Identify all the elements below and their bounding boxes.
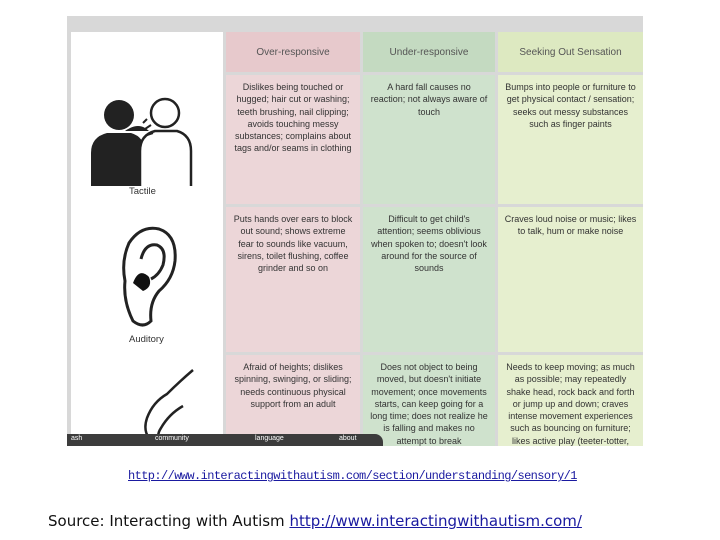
cell-tactile-under: A hard fall causes no reaction; not always aware of touch (363, 75, 495, 204)
source-url-link[interactable]: http://www.interactingwithautism.com/ (289, 512, 582, 530)
header-over-responsive: Over-responsive (226, 32, 360, 72)
row-label-auditory: Auditory (129, 334, 164, 345)
cell-auditory-over: Puts hands over ears to block out sound; shows extreme fear to sounds like vacuum, sirens, toilet flushing, coffee grinder and so on (226, 207, 360, 352)
cell-movement-seeking: Needs to keep moving; as much as possible; may repeatedly shake head, rock back and forth or jump up and down; craves intense movement experiences such as bouncing on furniture; likes active play (teeter-totter, (498, 355, 643, 446)
sensory-table-image (67, 16, 643, 446)
arm-movement-icon (139, 368, 199, 438)
header-seeking-sensation: Seeking Out Sensation (498, 32, 643, 72)
bottom-bar-item-2: language (255, 435, 284, 442)
bottom-bar-item-0: ash (71, 435, 83, 442)
bottom-bar-item-1: community (155, 435, 189, 442)
touch-people-icon (85, 91, 195, 186)
source-line (48, 512, 582, 530)
cell-movement-under: Does not object to being moved, but doesn't initiate movement; once movements starts, can keep going for a long time; does not realize he is falling and makes no attempt to break (363, 355, 495, 446)
cell-tactile-over: Dislikes being touched or hugged; hair cut or washing; teeth brushing, nail clipping; avoids touching messy substances; complains about tags and/or seams in clothing (226, 75, 360, 204)
caption-url-link[interactable]: http://www.interactingwithautism.com/section/understanding/sensory/1 (128, 469, 577, 483)
bottom-bar-item-3: about (339, 435, 357, 442)
cell-movement-over: Afraid of heights; dislikes spinning, swinging, or sliding; needs continuous physical support from an adult (226, 355, 360, 446)
cell-tactile-seeking: Bumps into people or furniture to get physical contact / sensation; seeks out messy substances such as finger paints (498, 75, 643, 204)
row-label-tactile: Tactile (129, 186, 156, 197)
cell-auditory-under: Difficult to get child's attention; seems oblivious when spoken to; doesn't look around for the source of sounds (363, 207, 495, 352)
cell-auditory-seeking: Craves loud noise or music; likes to talk, hum or make noise (498, 207, 643, 352)
ear-icon (113, 221, 183, 331)
bottom-navigation-bar (67, 434, 383, 446)
source-label: Source: Interacting with Autism (48, 512, 285, 530)
header-under-responsive: Under-responsive (363, 32, 495, 72)
